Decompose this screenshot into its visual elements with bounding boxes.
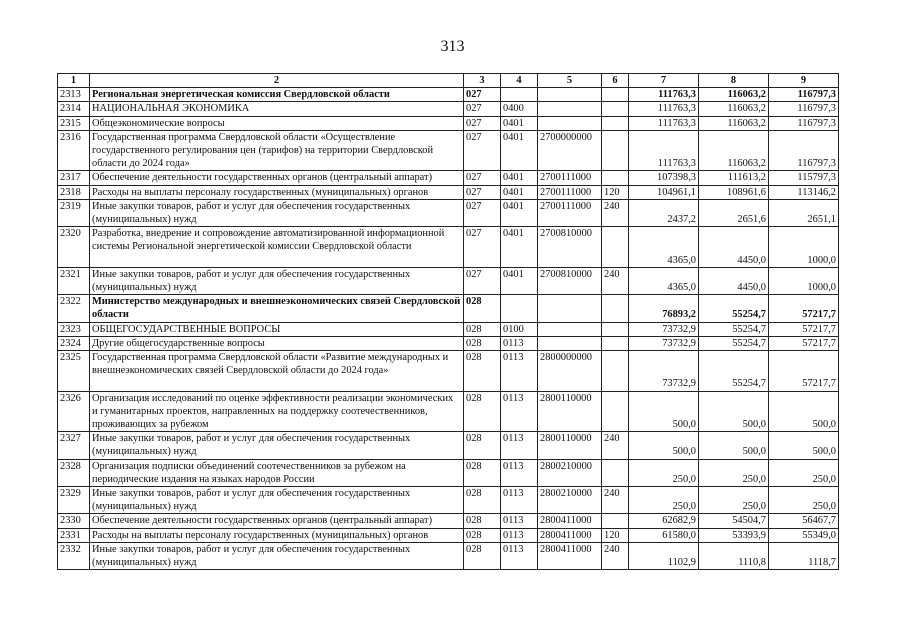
row-expense-type <box>602 130 629 171</box>
row-value-col9: 55349,0 <box>769 528 839 542</box>
row-name: НАЦИОНАЛЬНАЯ ЭКОНОМИКА <box>90 102 464 116</box>
row-target-article: 2700111000 <box>538 171 602 185</box>
table-row <box>58 336 839 350</box>
row-name: Расходы на выплаты персоналу государственных (муниципальных) органов <box>90 528 464 542</box>
row-number: 2322 <box>58 295 90 322</box>
row-value-col7: 500,0 <box>629 432 699 459</box>
row-value-col7: 250,0 <box>629 459 699 486</box>
table-row <box>58 528 839 542</box>
row-value-col8: 55254,7 <box>699 295 769 322</box>
table-row <box>58 514 839 528</box>
row-target-article: 2800110000 <box>538 391 602 432</box>
row-number: 2313 <box>58 88 90 102</box>
row-name: Расходы на выплаты персоналу государственных (муниципальных) органов <box>90 185 464 199</box>
row-target-article <box>538 88 602 102</box>
row-value-col9: 250,0 <box>769 487 839 514</box>
row-target-article <box>538 116 602 130</box>
row-ministry-code: 028 <box>464 514 501 528</box>
row-value-col7: 250,0 <box>629 487 699 514</box>
row-target-article: 2700810000 <box>538 267 602 294</box>
row-ministry-code: 028 <box>464 351 501 392</box>
row-value-col8: 500,0 <box>699 432 769 459</box>
row-value-col8: 111613,2 <box>699 171 769 185</box>
table-row <box>58 432 839 459</box>
row-expense-type <box>602 227 629 268</box>
row-expense-type <box>602 88 629 102</box>
row-value-col7: 73732,9 <box>629 322 699 336</box>
row-number: 2323 <box>58 322 90 336</box>
row-name: Организация исследований по оценке эффективности реализации экономических и гуманитарных проектов, направленных на поддержку соотечественников, проживающих за рубежом <box>90 391 464 432</box>
row-name: Обеспечение деятельности государственных органов (центральный аппарат) <box>90 514 464 528</box>
row-expense-type <box>602 459 629 486</box>
row-section-code: 0401 <box>501 199 538 226</box>
row-value-col8: 54504,7 <box>699 514 769 528</box>
budget-table <box>57 73 839 570</box>
row-value-col8: 55254,7 <box>699 322 769 336</box>
row-expense-type: 240 <box>602 199 629 226</box>
row-value-col9: 116797,3 <box>769 102 839 116</box>
row-name: Иные закупки товаров, работ и услуг для обеспечения государственных (муниципальных) нужд <box>90 487 464 514</box>
row-value-col7: 2437,2 <box>629 199 699 226</box>
row-expense-type <box>602 514 629 528</box>
row-value-col7: 62682,9 <box>629 514 699 528</box>
row-name: Государственная программа Свердловской области «Развитие международных и внешнеэкономических связей Свердловской области до 2024 года» <box>90 351 464 392</box>
row-value-col8: 116063,2 <box>699 88 769 102</box>
row-value-col9: 56467,7 <box>769 514 839 528</box>
row-value-col8: 2651,6 <box>699 199 769 226</box>
row-value-col9: 2651,1 <box>769 199 839 226</box>
table-row <box>58 185 839 199</box>
row-number: 2317 <box>58 171 90 185</box>
row-ministry-code: 027 <box>464 185 501 199</box>
row-value-col9: 57217,7 <box>769 295 839 322</box>
row-target-article <box>538 322 602 336</box>
row-section-code: 0401 <box>501 185 538 199</box>
row-value-col9: 115797,3 <box>769 171 839 185</box>
table-row <box>58 295 839 322</box>
row-expense-type: 240 <box>602 267 629 294</box>
row-section-code: 0113 <box>501 336 538 350</box>
row-expense-type: 240 <box>602 542 629 569</box>
row-name: Обеспечение деятельности государственных органов (центральный аппарат) <box>90 171 464 185</box>
row-number: 2324 <box>58 336 90 350</box>
row-value-col8: 116063,2 <box>699 116 769 130</box>
row-section-code <box>501 88 538 102</box>
row-value-col7: 61580,0 <box>629 528 699 542</box>
row-target-article <box>538 102 602 116</box>
row-value-col8: 1110,8 <box>699 542 769 569</box>
row-name: Разработка, внедрение и сопровождение автоматизированной информационной системы Региональной энергетической комиссии Свердловской области <box>90 227 464 268</box>
row-target-article: 2800411000 <box>538 514 602 528</box>
page-number: 313 <box>440 38 465 55</box>
table-row <box>58 391 839 432</box>
row-section-code: 0401 <box>501 267 538 294</box>
row-section-code: 0113 <box>501 514 538 528</box>
col-header-1: 1 <box>58 74 90 88</box>
row-name: Региональная энергетическая комиссия Свердловской области <box>90 88 464 102</box>
row-target-article: 2800210000 <box>538 487 602 514</box>
row-number: 2330 <box>58 514 90 528</box>
row-section-code: 0113 <box>501 351 538 392</box>
row-target-article: 2800210000 <box>538 459 602 486</box>
row-section-code: 0113 <box>501 391 538 432</box>
row-value-col9: 57217,7 <box>769 322 839 336</box>
row-value-col7: 73732,9 <box>629 351 699 392</box>
row-section-code: 0100 <box>501 322 538 336</box>
row-value-col8: 55254,7 <box>699 351 769 392</box>
row-name: Министерство международных и внешнеэкономических связей Свердловской области <box>90 295 464 322</box>
row-number: 2327 <box>58 432 90 459</box>
row-target-article: 2800411000 <box>538 528 602 542</box>
table-row <box>58 322 839 336</box>
row-value-col7: 104961,1 <box>629 185 699 199</box>
row-name: Другие общегосударственные вопросы <box>90 336 464 350</box>
row-number: 2332 <box>58 542 90 569</box>
row-number: 2331 <box>58 528 90 542</box>
row-number: 2325 <box>58 351 90 392</box>
row-section-code <box>501 295 538 322</box>
table-row <box>58 130 839 171</box>
row-value-col7: 73732,9 <box>629 336 699 350</box>
row-value-col8: 4450,0 <box>699 267 769 294</box>
row-target-article: 2800411000 <box>538 542 602 569</box>
row-number: 2314 <box>58 102 90 116</box>
row-value-col7: 1102,9 <box>629 542 699 569</box>
row-value-col7: 111763,3 <box>629 130 699 171</box>
row-value-col9: 116797,3 <box>769 88 839 102</box>
row-value-col8: 116063,2 <box>699 102 769 116</box>
row-name: Иные закупки товаров, работ и услуг для обеспечения государственных (муниципальных) нужд <box>90 199 464 226</box>
col-header-3: 3 <box>464 74 501 88</box>
table-row <box>58 227 839 268</box>
row-ministry-code: 027 <box>464 88 501 102</box>
row-target-article: 2700111000 <box>538 199 602 226</box>
row-value-col8: 500,0 <box>699 391 769 432</box>
row-ministry-code: 028 <box>464 322 501 336</box>
row-value-col8: 250,0 <box>699 487 769 514</box>
row-section-code: 0400 <box>501 102 538 116</box>
row-number: 2318 <box>58 185 90 199</box>
row-section-code: 0113 <box>501 432 538 459</box>
row-name: Иные закупки товаров, работ и услуг для обеспечения государственных (муниципальных) нужд <box>90 542 464 569</box>
row-value-col9: 1118,7 <box>769 542 839 569</box>
row-section-code: 0401 <box>501 227 538 268</box>
row-section-code: 0401 <box>501 130 538 171</box>
row-value-col7: 500,0 <box>629 391 699 432</box>
row-value-col7: 76893,2 <box>629 295 699 322</box>
row-name: Иные закупки товаров, работ и услуг для обеспечения государственных (муниципальных) нужд <box>90 267 464 294</box>
row-value-col7: 111763,3 <box>629 102 699 116</box>
row-section-code: 0113 <box>501 459 538 486</box>
row-expense-type <box>602 102 629 116</box>
row-expense-type <box>602 295 629 322</box>
col-header-7: 7 <box>629 74 699 88</box>
row-ministry-code: 027 <box>464 102 501 116</box>
row-value-col9: 57217,7 <box>769 351 839 392</box>
row-name: Иные закупки товаров, работ и услуг для обеспечения государственных (муниципальных) нужд <box>90 432 464 459</box>
row-ministry-code: 028 <box>464 295 501 322</box>
row-expense-type <box>602 391 629 432</box>
row-target-article <box>538 295 602 322</box>
row-section-code: 0401 <box>501 171 538 185</box>
table-row <box>58 542 839 569</box>
row-value-col7: 107398,3 <box>629 171 699 185</box>
row-ministry-code: 027 <box>464 171 501 185</box>
row-ministry-code: 028 <box>464 487 501 514</box>
row-value-col9: 57217,7 <box>769 336 839 350</box>
row-number: 2320 <box>58 227 90 268</box>
row-value-col8: 108961,6 <box>699 185 769 199</box>
row-value-col7: 111763,3 <box>629 88 699 102</box>
row-expense-type: 120 <box>602 528 629 542</box>
row-number: 2319 <box>58 199 90 226</box>
row-name: ОБЩЕГОСУДАРСТВЕННЫЕ ВОПРОСЫ <box>90 322 464 336</box>
row-expense-type <box>602 322 629 336</box>
row-expense-type <box>602 351 629 392</box>
row-number: 2329 <box>58 487 90 514</box>
row-ministry-code: 027 <box>464 116 501 130</box>
row-section-code: 0113 <box>501 487 538 514</box>
row-expense-type <box>602 336 629 350</box>
col-header-5: 5 <box>538 74 602 88</box>
row-value-col9: 1000,0 <box>769 267 839 294</box>
row-number: 2328 <box>58 459 90 486</box>
table-row <box>58 102 839 116</box>
row-name: Организация подписки объединений соотечественников за рубежом на периодические издания на языках народов России <box>90 459 464 486</box>
row-expense-type: 240 <box>602 432 629 459</box>
table-row <box>58 88 839 102</box>
row-ministry-code: 028 <box>464 336 501 350</box>
col-header-4: 4 <box>501 74 538 88</box>
row-ministry-code: 028 <box>464 528 501 542</box>
row-target-article: 2800000000 <box>538 351 602 392</box>
row-ministry-code: 027 <box>464 227 501 268</box>
col-header-6: 6 <box>602 74 629 88</box>
row-section-code: 0113 <box>501 542 538 569</box>
row-number: 2315 <box>58 116 90 130</box>
row-value-col9: 116797,3 <box>769 130 839 171</box>
row-value-col8: 250,0 <box>699 459 769 486</box>
col-header-9: 9 <box>769 74 839 88</box>
row-target-article: 2700000000 <box>538 130 602 171</box>
table-row <box>58 351 839 392</box>
row-ministry-code: 028 <box>464 391 501 432</box>
row-target-article: 2700111000 <box>538 185 602 199</box>
row-value-col9: 250,0 <box>769 459 839 486</box>
row-section-code: 0401 <box>501 116 538 130</box>
row-value-col8: 55254,7 <box>699 336 769 350</box>
row-number: 2321 <box>58 267 90 294</box>
row-value-col9: 500,0 <box>769 432 839 459</box>
row-value-col9: 113146,2 <box>769 185 839 199</box>
row-value-col9: 1000,0 <box>769 227 839 268</box>
row-expense-type <box>602 116 629 130</box>
row-section-code: 0113 <box>501 528 538 542</box>
row-number: 2326 <box>58 391 90 432</box>
row-ministry-code: 028 <box>464 432 501 459</box>
table-row <box>58 459 839 486</box>
row-number: 2316 <box>58 130 90 171</box>
table-row <box>58 199 839 226</box>
row-ministry-code: 027 <box>464 267 501 294</box>
row-name: Государственная программа Свердловской области «Осуществление государственного регулирования цен (тарифов) на территории Свердловской области до 2024 года» <box>90 130 464 171</box>
row-ministry-code: 027 <box>464 199 501 226</box>
col-header-8: 8 <box>699 74 769 88</box>
header-row <box>58 74 839 88</box>
row-target-article: 2800110000 <box>538 432 602 459</box>
row-value-col8: 116063,2 <box>699 130 769 171</box>
row-target-article <box>538 336 602 350</box>
row-ministry-code: 028 <box>464 459 501 486</box>
table-row <box>58 171 839 185</box>
row-value-col7: 111763,3 <box>629 116 699 130</box>
table-row <box>58 116 839 130</box>
row-ministry-code: 028 <box>464 542 501 569</box>
row-expense-type <box>602 171 629 185</box>
row-value-col8: 4450,0 <box>699 227 769 268</box>
row-target-article: 2700810000 <box>538 227 602 268</box>
row-name: Общеэкономические вопросы <box>90 116 464 130</box>
row-value-col7: 4365,0 <box>629 227 699 268</box>
table-row <box>58 487 839 514</box>
row-expense-type: 120 <box>602 185 629 199</box>
row-value-col8: 53393,9 <box>699 528 769 542</box>
row-value-col7: 4365,0 <box>629 267 699 294</box>
table-row <box>58 267 839 294</box>
row-expense-type: 240 <box>602 487 629 514</box>
row-ministry-code: 027 <box>464 130 501 171</box>
row-value-col9: 116797,3 <box>769 116 839 130</box>
row-value-col9: 500,0 <box>769 391 839 432</box>
col-header-2: 2 <box>90 74 464 88</box>
